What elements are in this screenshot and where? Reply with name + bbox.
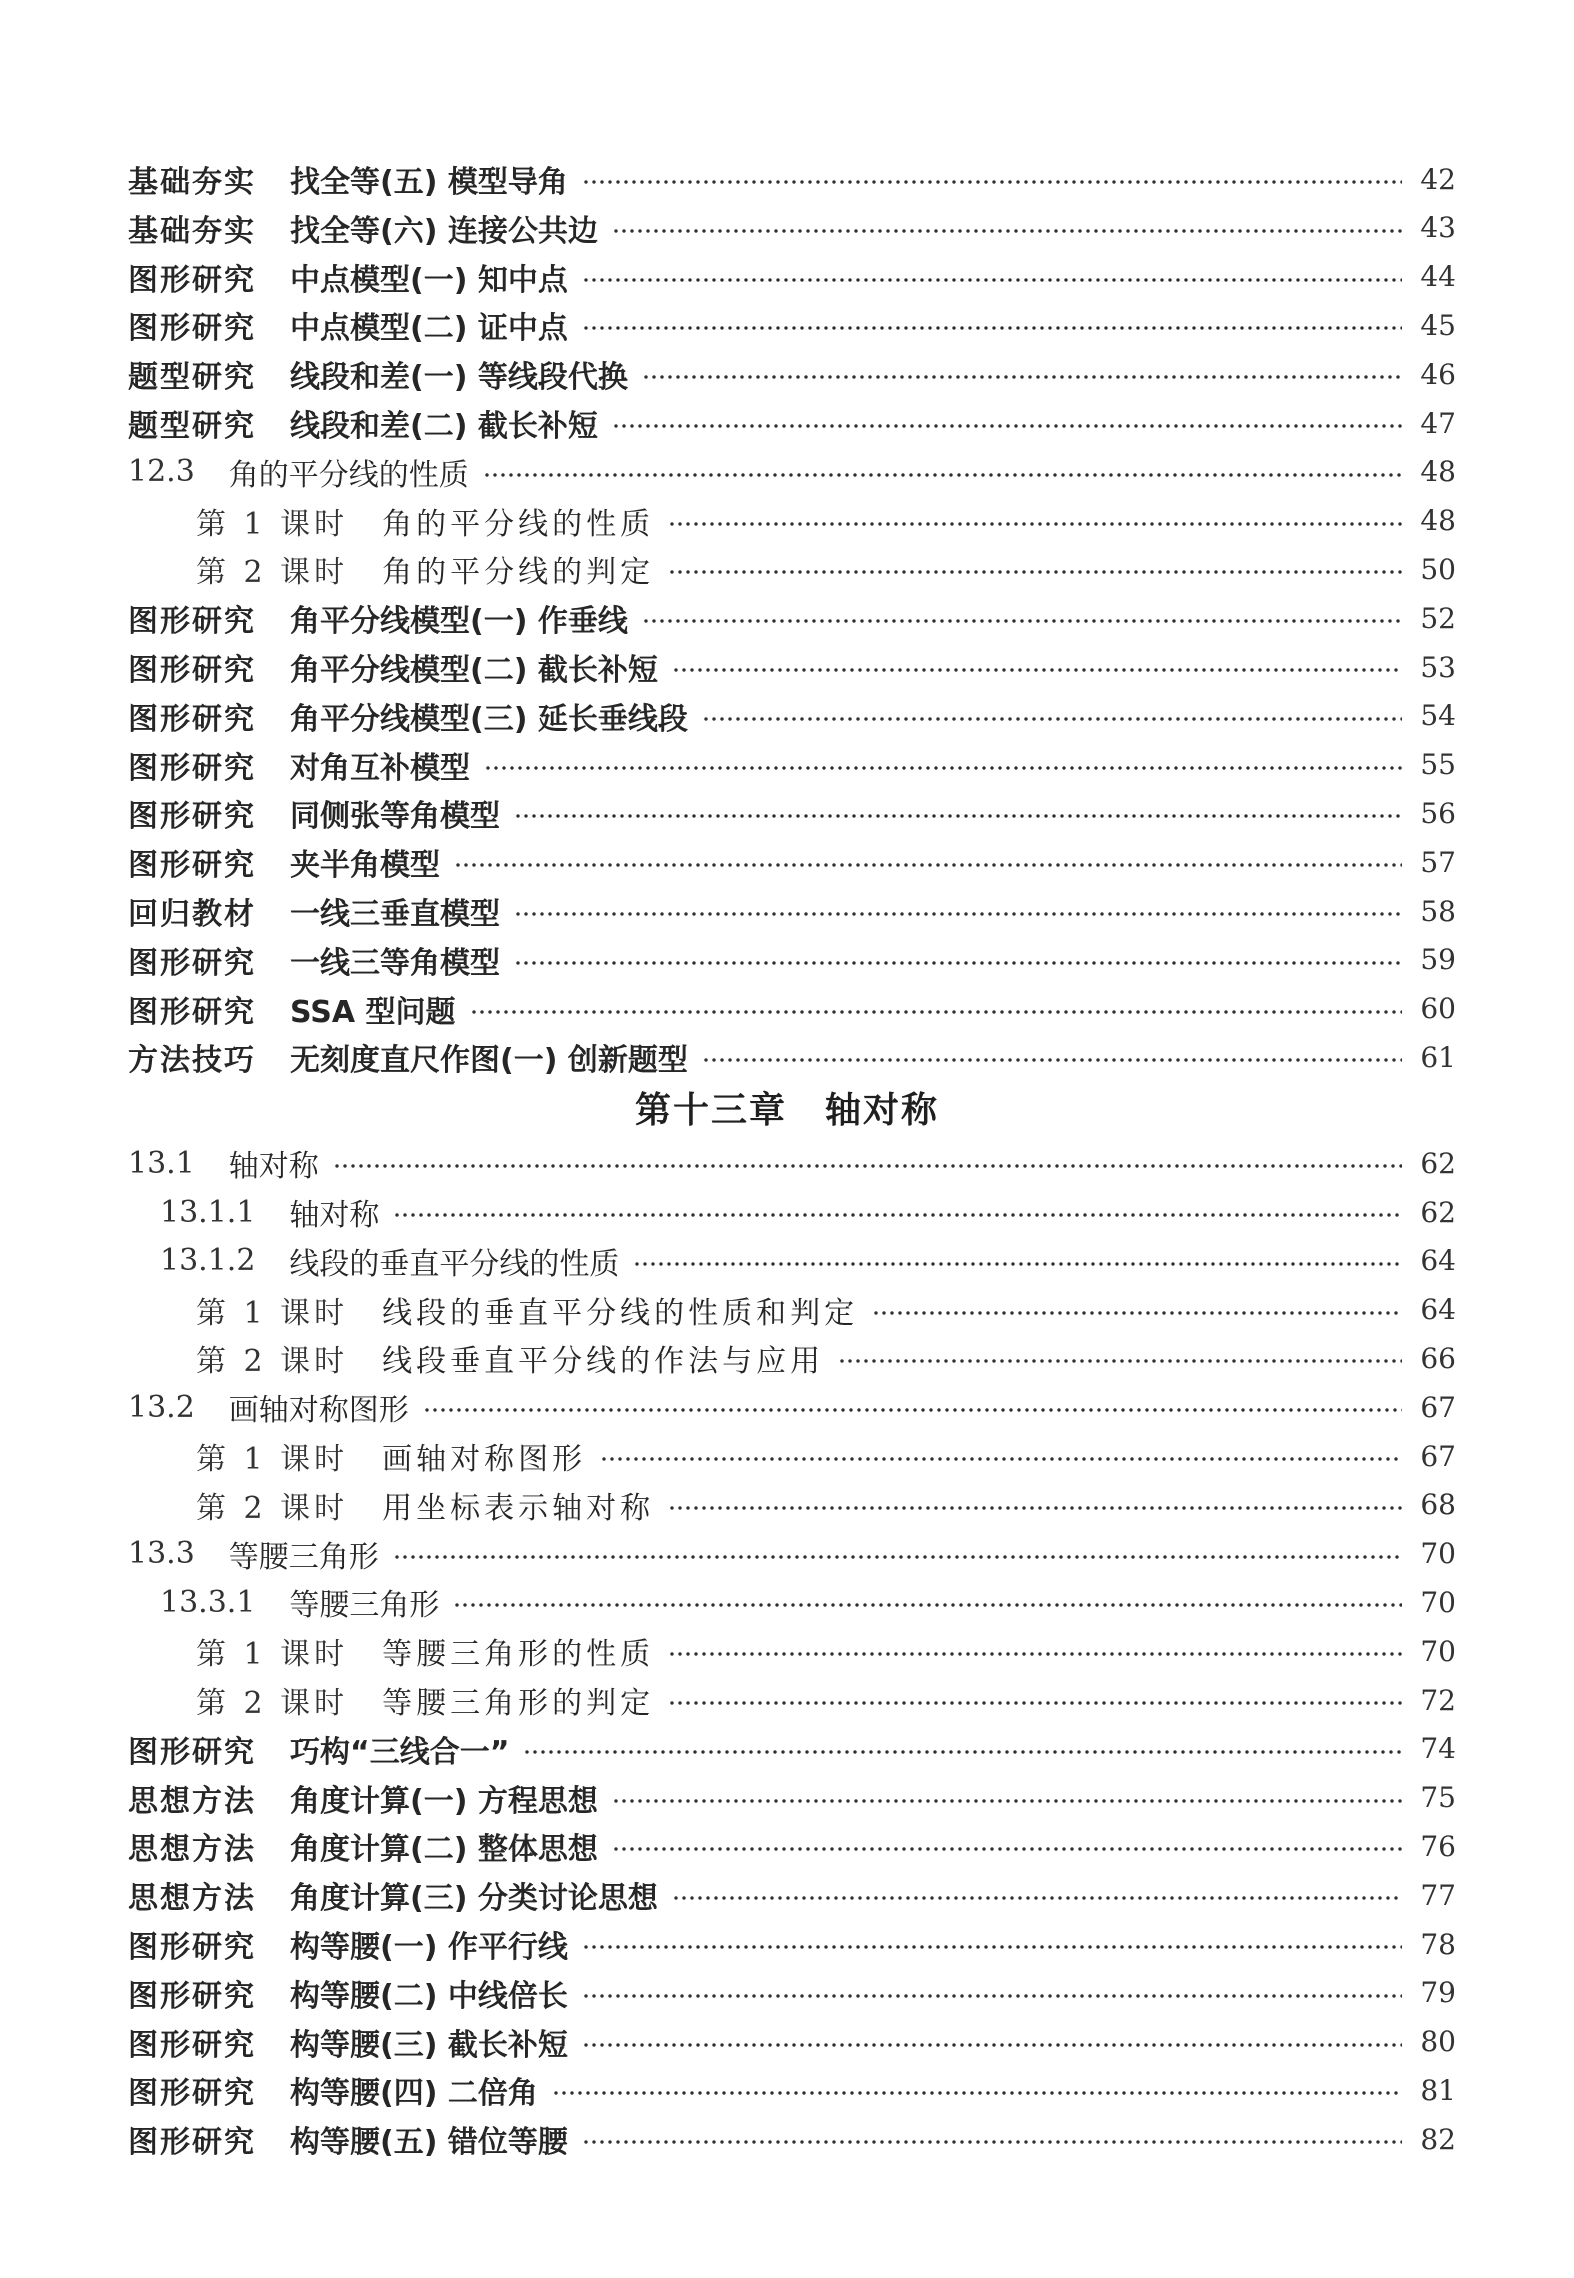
dot-leader: [582, 180, 1402, 184]
toc-entry[interactable]: [0, 253, 1574, 301]
toc-title: 等腰三角形: [228, 1539, 379, 1575]
toc-page-number: 64: [1420, 1244, 1456, 1278]
toc-category: 题型研究: [128, 360, 256, 396]
toc-page-number: 72: [1420, 1683, 1456, 1717]
toc-page-number: 55: [1420, 748, 1456, 782]
toc-title: 轴对称: [228, 1149, 319, 1185]
toc-section-number: 13.3.1: [160, 1584, 256, 1620]
toc-entry[interactable]: [0, 545, 1574, 593]
toc-title: 角度计算(三) 分类讨论思想: [290, 1881, 658, 1917]
toc-page-number: 46: [1420, 357, 1456, 391]
toc-title: SSA 型问题: [290, 994, 456, 1030]
toc-page-number: 44: [1420, 260, 1456, 294]
toc-page-number: 48: [1420, 504, 1456, 538]
dot-leader: [642, 375, 1402, 379]
toc-entry[interactable]: [0, 838, 1574, 886]
toc-page-number: 50: [1420, 552, 1456, 586]
toc-entry[interactable]: [0, 1871, 1574, 1919]
dot-leader: [393, 1555, 1402, 1559]
toc-category: 方法技巧: [128, 1043, 256, 1079]
dot-leader: [668, 1701, 1402, 1705]
toc-category: 题型研究: [128, 409, 256, 444]
toc-category: 图形研究: [128, 994, 256, 1030]
toc-entry[interactable]: [0, 643, 1574, 691]
dot-leader: [642, 619, 1402, 623]
toc-page-number: 79: [1420, 1976, 1456, 2010]
toc-entry[interactable]: [0, 1530, 1574, 1578]
toc-page-number: 68: [1420, 1488, 1456, 1522]
dot-leader: [668, 1652, 1402, 1656]
toc-entry[interactable]: [0, 1969, 1574, 2017]
dot-leader: [582, 2043, 1402, 2047]
toc-page-number: 53: [1420, 650, 1456, 684]
dot-leader: [423, 1408, 1402, 1412]
toc-title: 线段垂直平分线的作法与应用: [382, 1344, 825, 1380]
toc-category: 图形研究: [128, 1930, 256, 1965]
toc-page-number: 48: [1420, 455, 1456, 489]
toc-entry[interactable]: [0, 1676, 1574, 1724]
toc-page-number: 42: [1420, 162, 1456, 196]
dot-leader: [702, 1058, 1402, 1062]
toc-entry[interactable]: [0, 1481, 1574, 1529]
toc-page-number: 70: [1420, 1537, 1456, 1571]
toc-title: 等腰三角形: [289, 1588, 440, 1624]
toc-title: 角度计算(二) 整体思想: [290, 1832, 598, 1868]
toc-lesson-label: 第 2 课时: [196, 1686, 349, 1721]
toc-lesson-label: 第 1 课时: [196, 1442, 349, 1477]
dot-leader: [672, 1896, 1402, 1900]
toc-category: 图形研究: [128, 262, 256, 298]
toc-title: 线段和差(二) 截长补短: [290, 409, 598, 444]
toc-entry[interactable]: [0, 399, 1574, 447]
toc-title: 角的平分线的性质: [228, 457, 469, 493]
toc-entry[interactable]: [0, 789, 1574, 837]
dot-leader: [582, 1994, 1402, 1998]
toc-title: 用坐标表示轴对称: [382, 1490, 655, 1526]
toc-entry[interactable]: [0, 2066, 1574, 2114]
toc-category: 图形研究: [128, 311, 256, 347]
toc-page-number: 70: [1420, 1585, 1456, 1619]
toc-page-number: 76: [1420, 1829, 1456, 1863]
toc-category: 图形研究: [128, 2125, 256, 2161]
dot-leader: [702, 717, 1402, 721]
dot-leader: [612, 1847, 1402, 1851]
toc-title: 一线三等角模型: [290, 945, 500, 981]
toc-page-number: 80: [1420, 2025, 1456, 2059]
toc-title: 一线三垂直模型: [290, 897, 500, 932]
toc-entry[interactable]: [0, 741, 1574, 789]
dot-leader: [484, 766, 1402, 770]
toc-title: 巧构“三线合一”: [290, 1734, 510, 1770]
toc-category: 图形研究: [128, 604, 256, 640]
toc-category: 思想方法: [128, 1832, 256, 1868]
dot-leader: [612, 229, 1402, 233]
toc-category: 回归教材: [128, 897, 256, 932]
toc-title: 角的平分线的判定: [382, 555, 655, 591]
toc-page-number: 62: [1420, 1146, 1456, 1180]
dot-leader: [454, 863, 1402, 867]
toc-entry[interactable]: [0, 1725, 1574, 1773]
toc-title: 线段和差(一) 等线段代换: [290, 360, 628, 396]
toc-category: 思想方法: [128, 1881, 256, 1917]
toc-entry[interactable]: [0, 692, 1574, 740]
toc-entry[interactable]: [0, 1627, 1574, 1675]
toc-title: 中点模型(一) 知中点: [290, 262, 568, 298]
dot-leader: [514, 814, 1402, 818]
toc-page-number: 64: [1420, 1293, 1456, 1327]
toc-category: 图形研究: [128, 848, 256, 884]
dot-leader: [612, 1799, 1402, 1803]
toc-entry[interactable]: [0, 2018, 1574, 2066]
toc-section-number: 13.1.2: [160, 1243, 256, 1279]
dot-leader: [612, 424, 1402, 428]
toc-entry[interactable]: [0, 985, 1574, 1033]
toc-entry[interactable]: [0, 497, 1574, 545]
dot-leader: [552, 2091, 1402, 2095]
toc-category: 图形研究: [128, 2027, 256, 2063]
toc-page-number: 45: [1420, 308, 1456, 342]
toc-title: 构等腰(一) 作平行线: [290, 1930, 568, 1965]
toc-entry[interactable]: [0, 594, 1574, 642]
toc-title: 找全等(六) 连接公共边: [290, 213, 598, 249]
toc-page-number: 43: [1420, 211, 1456, 245]
toc-title: 线段的垂直平分线的性质: [289, 1246, 620, 1282]
toc-category: 图形研究: [128, 701, 256, 737]
toc-page-number: 54: [1420, 699, 1456, 733]
dot-leader: [393, 1213, 1402, 1217]
toc-entry[interactable]: [0, 301, 1574, 349]
dot-leader: [333, 1164, 1402, 1168]
toc-page-number: 60: [1420, 992, 1456, 1026]
toc-title: 构等腰(五) 错位等腰: [290, 2125, 568, 2161]
toc-section-number: 13.2: [128, 1389, 195, 1425]
toc-title: 等腰三角形的性质: [382, 1637, 655, 1673]
toc-entry[interactable]: [0, 1822, 1574, 1870]
toc-page-number: 70: [1420, 1634, 1456, 1668]
toc-entry[interactable]: [0, 155, 1574, 203]
toc-page-number: 78: [1420, 1927, 1456, 1961]
toc-entry[interactable]: [0, 1033, 1574, 1081]
toc-category: 图形研究: [128, 653, 256, 688]
toc-page-number: 47: [1420, 406, 1456, 440]
toc-title: 轴对称: [289, 1198, 380, 1233]
dot-leader: [514, 912, 1402, 916]
toc-lesson-label: 第 1 课时: [196, 1295, 349, 1331]
toc-title: 同侧张等角模型: [290, 799, 500, 835]
dot-leader: [838, 1359, 1402, 1363]
toc-title: 画轴对称图形: [228, 1393, 409, 1429]
toc-page-number: 62: [1420, 1195, 1456, 1229]
toc-page-number: 81: [1420, 2073, 1456, 2107]
toc-category: 图形研究: [128, 750, 256, 786]
toc-title: 角平分线模型(二) 截长补短: [290, 653, 658, 688]
toc-section-number: 13.1.1: [160, 1194, 256, 1230]
toc-entry[interactable]: [0, 1286, 1574, 1334]
toc-entry[interactable]: [0, 1188, 1574, 1236]
dot-leader: [514, 961, 1402, 965]
toc-page-number: 77: [1420, 1878, 1456, 1912]
toc-category: 图形研究: [128, 945, 256, 981]
toc-lesson-label: 第 2 课时: [196, 1490, 349, 1526]
toc-title: 无刻度直尺作图(一) 创新题型: [290, 1043, 688, 1079]
toc-category: 思想方法: [128, 1783, 256, 1819]
toc-title: 等腰三角形的判定: [382, 1686, 655, 1721]
toc-lesson-label: 第 1 课时: [196, 506, 349, 542]
toc-page-number: 58: [1420, 894, 1456, 928]
toc-entry[interactable]: [0, 1383, 1574, 1431]
dot-leader: [668, 1506, 1402, 1510]
toc-entry[interactable]: [0, 1920, 1574, 1968]
toc-page-number: 56: [1420, 796, 1456, 830]
toc-lesson-label: 第 2 课时: [196, 555, 349, 591]
toc-section-number: 12.3: [128, 454, 195, 490]
toc-title: 角平分线模型(一) 作垂线: [290, 604, 628, 640]
toc-page-number: 67: [1420, 1390, 1456, 1424]
toc-category: 图形研究: [128, 1734, 256, 1770]
dot-leader: [668, 522, 1402, 526]
toc-title: 角度计算(一) 方程思想: [290, 1783, 598, 1819]
dot-leader: [600, 1457, 1402, 1461]
dot-leader: [668, 570, 1402, 574]
dot-leader: [582, 278, 1402, 282]
toc-category: 图形研究: [128, 1978, 256, 2014]
toc-title: 画轴对称图形: [382, 1442, 587, 1477]
toc-title: 角平分线模型(三) 延长垂线段: [290, 701, 688, 737]
toc-title: 中点模型(二) 证中点: [290, 311, 568, 347]
toc-category: 图形研究: [128, 799, 256, 835]
toc-entry[interactable]: [0, 936, 1574, 984]
chapter-title: 第十三章 轴对称: [634, 1089, 939, 1131]
dot-leader: [582, 326, 1402, 330]
toc-entry[interactable]: [0, 1432, 1574, 1480]
toc-title: 构等腰(四) 二倍角: [290, 2076, 538, 2112]
toc-lesson-label: 第 1 课时: [196, 1637, 349, 1673]
toc-category: 基础夯实: [128, 165, 256, 200]
toc-title: 线段的垂直平分线的性质和判定: [382, 1295, 859, 1331]
dot-leader: [672, 668, 1402, 672]
toc-title: 夹半角模型: [290, 848, 440, 884]
toc-entry[interactable]: [0, 1139, 1574, 1187]
toc-section-number: 13.3: [128, 1536, 195, 1572]
toc-title: 构等腰(二) 中线倍长: [290, 1978, 568, 2014]
dot-leader: [483, 473, 1402, 477]
toc-page-number: 52: [1420, 601, 1456, 635]
toc-lesson-label: 第 2 课时: [196, 1344, 349, 1380]
toc-title: 对角互补模型: [290, 750, 470, 786]
toc-page-number: 66: [1420, 1341, 1456, 1375]
toc-title: 构等腰(三) 截长补短: [290, 2027, 568, 2063]
toc-page-number: 75: [1420, 1781, 1456, 1815]
toc-entry[interactable]: [0, 1237, 1574, 1285]
toc-entry[interactable]: [0, 887, 1574, 935]
toc-page-number: 82: [1420, 2122, 1456, 2156]
toc-page-number: 59: [1420, 943, 1456, 977]
toc-page-number: 74: [1420, 1732, 1456, 1766]
toc-category: 基础夯实: [128, 213, 256, 249]
toc-entry[interactable]: [0, 204, 1574, 252]
toc-entry[interactable]: [0, 1774, 1574, 1822]
dot-leader: [453, 1603, 1402, 1607]
dot-leader: [582, 2140, 1402, 2144]
dot-leader: [872, 1311, 1402, 1315]
toc-page-number: 67: [1420, 1439, 1456, 1473]
dot-leader: [582, 1945, 1402, 1949]
toc-entry[interactable]: [0, 2115, 1574, 2163]
toc-title: 角的平分线的性质: [382, 506, 655, 542]
dot-leader: [633, 1262, 1402, 1266]
dot-leader: [523, 1750, 1402, 1754]
toc-page-number: 61: [1420, 1040, 1456, 1074]
toc-title: 找全等(五) 模型导角: [290, 165, 568, 200]
toc-page-number: 57: [1420, 845, 1456, 879]
toc-section-number: 13.1: [128, 1145, 195, 1181]
toc-entry[interactable]: [0, 1334, 1574, 1382]
toc-entry[interactable]: [0, 350, 1574, 398]
toc-entry[interactable]: [0, 448, 1574, 496]
toc-category: 图形研究: [128, 2076, 256, 2112]
toc-entry[interactable]: [0, 1578, 1574, 1626]
dot-leader: [470, 1010, 1402, 1014]
